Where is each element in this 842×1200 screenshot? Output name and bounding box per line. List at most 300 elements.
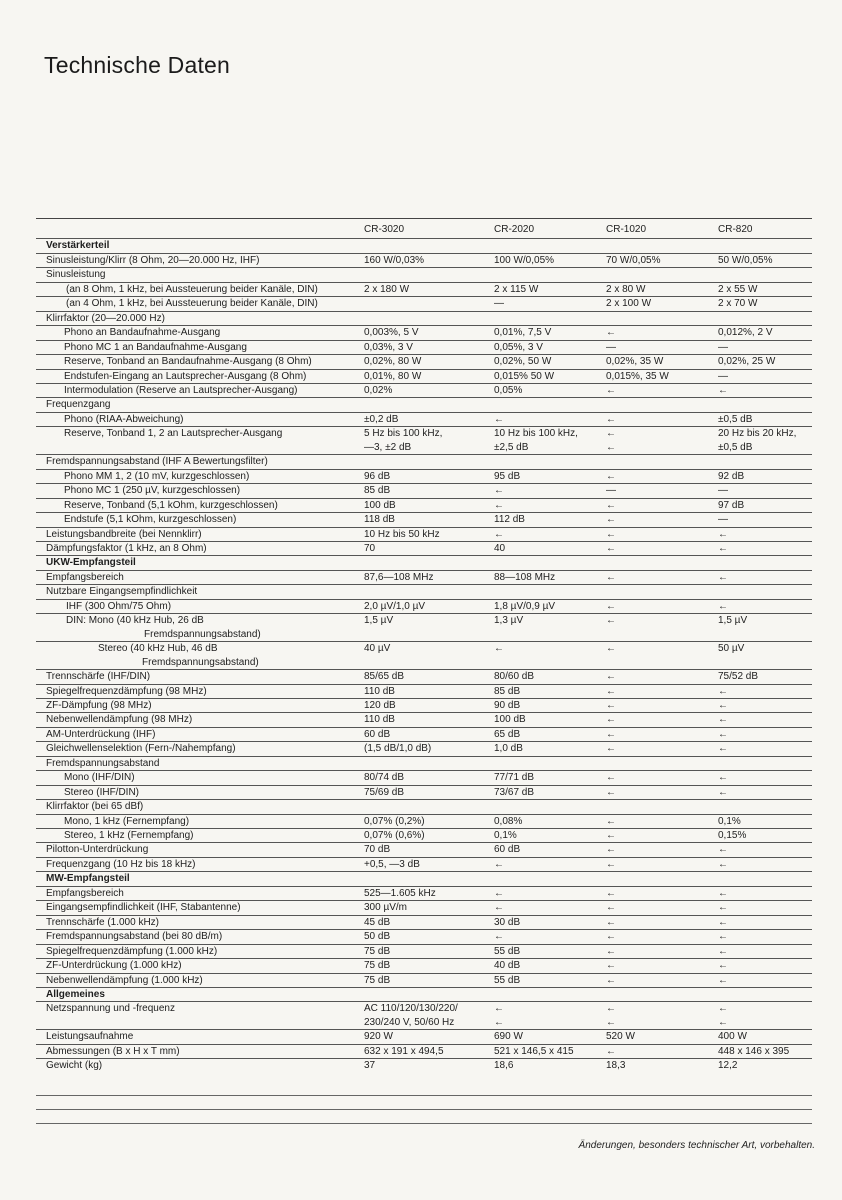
spec-value: ← [714,527,812,541]
spec-label: Gleichwellenselektion (Fern-/Nahempfang) [36,742,360,756]
spec-value: ← [602,785,714,799]
spec-row [36,771,812,785]
spec-value: ← [602,684,714,698]
continuation-row [36,441,812,455]
spec-value: ← [602,698,714,712]
spec-label: Frequenzgang [36,398,360,412]
spec-label: Nutzbare Eingangsempfindlichkeit [36,585,360,599]
spec-label: Spiegelfrequenzdämpfung (98 MHz) [36,684,360,698]
continuation-row [36,656,812,670]
spec-value: ← [714,684,812,698]
spec-value [490,268,602,282]
spec-value [360,585,490,599]
spec-value: 95 dB [490,469,602,483]
spec-value: 75 dB [360,973,490,987]
spec-value [360,872,490,886]
spec-label: Mono (IHF/DIN) [36,771,360,785]
spec-value: 400 W [714,1030,812,1044]
spec-value [602,628,714,642]
spec-label: Stereo, 1 kHz (Fernempfang) [36,829,360,843]
spec-value: ← [602,829,714,843]
spec-value: 2 x 55 W [714,282,812,296]
spec-value: 85/65 dB [360,670,490,684]
spec-row [36,614,812,628]
spec-label: Frequenzgang (10 Hz bis 18 kHz) [36,857,360,871]
spec-label: Reserve, Tonband 1, 2 an Lautsprecher-Ausgang [36,427,360,441]
spec-label: Sinusleistung [36,268,360,282]
spec-value: — [602,484,714,498]
spec-value: ← [602,383,714,397]
spec-value: 55 dB [490,944,602,958]
spec-value: ← [714,973,812,987]
spec-label: Endstufe (5,1 kOhm, kurzgeschlossen) [36,513,360,527]
spec-value: ← [602,642,714,656]
ruled-line [36,1096,812,1110]
spec-value: ← [602,469,714,483]
spec-row [36,427,812,441]
spec-value [360,988,490,1002]
spec-value [490,656,602,670]
spec-value: ← [714,930,812,944]
spec-value: 690 W [490,1030,602,1044]
spec-value [360,311,490,325]
spec-value: 920 W [360,1030,490,1044]
spec-label: Phono (RIAA-Abweichung) [36,412,360,426]
spec-row [36,1030,812,1044]
spec-value: 37 [360,1059,490,1073]
spec-row [36,469,812,483]
spec-value [490,311,602,325]
spec-row [36,843,812,857]
spec-value: 70 W/0,05% [602,253,714,267]
spec-value: 70 dB [360,843,490,857]
spec-value: 73/67 dB [490,785,602,799]
spec-value: 77/71 dB [490,771,602,785]
footnote: Änderungen, besonders technischer Art, vorbehalten. [578,1140,815,1151]
spec-row [36,698,812,712]
spec-label: Reserve, Tonband an Bandaufnahme-Ausgang (8 Ohm) [36,355,360,369]
spec-row [36,959,812,973]
spec-value [714,398,812,412]
spec-row [36,915,812,929]
spec-label: Leistungsbandbreite (bei Nennklirr) [36,527,360,541]
spec-value: AC 110/120/130/220/ [360,1002,490,1016]
spec-value: 50 W/0,05% [714,253,812,267]
spec-value: 60 dB [360,727,490,741]
spec-value: 10 Hz bis 100 kHz, [490,427,602,441]
spec-value: 100 W/0,05% [490,253,602,267]
spec-value: ← [602,427,714,441]
spec-label: Empfangsbereich [36,886,360,900]
spec-value: ← [714,857,812,871]
spec-value: ← [602,527,714,541]
spec-value: ← [714,713,812,727]
spec-row [36,944,812,958]
section-title: UKW-Empfangsteil [36,556,360,570]
spec-value: ← [602,727,714,741]
spec-value: 2,0 µV/1,0 µV [360,599,490,613]
spec-label: Gewicht (kg) [36,1059,360,1073]
spec-value [490,988,602,1002]
spec-label: AM-Unterdrückung (IHF) [36,727,360,741]
spec-value [714,455,812,469]
spec-row [36,527,812,541]
spec-value [490,455,602,469]
spec-value: ±0,5 dB [714,412,812,426]
spec-value [490,628,602,642]
spec-value: ← [602,1002,714,1016]
spec-value: 0,1% [714,814,812,828]
spec-row [36,670,812,684]
spec-value: 160 W/0,03% [360,253,490,267]
spec-value: 520 W [602,1030,714,1044]
spec-row [36,355,812,369]
spec-row [36,800,812,814]
spec-label: Mono, 1 kHz (Fernempfang) [36,814,360,828]
spec-label: Sinusleistung/Klirr (8 Ohm, 20—20.000 Hz, IHF) [36,253,360,267]
spec-label: Stereo (40 kHz Hub, 46 dB [36,642,360,656]
spec-value [714,656,812,670]
spec-row [36,930,812,944]
spec-value: 110 dB [360,713,490,727]
spec-value: ← [602,771,714,785]
spec-value: 40 µV [360,642,490,656]
section-header-row [36,556,812,570]
spec-label: Reserve, Tonband (5,1 kOhm, kurzgeschlossen) [36,498,360,512]
spec-value: 0,02% [360,383,490,397]
spec-value: 0,012%, 2 V [714,326,812,340]
spec-value: 30 dB [490,915,602,929]
spec-value: +0,5, —3 dB [360,857,490,871]
spec-value: 88—108 MHz [490,570,602,584]
spec-value [714,311,812,325]
spec-value: 110 dB [360,684,490,698]
spec-value: (1,5 dB/1,0 dB) [360,742,490,756]
spec-value: ±0,2 dB [360,412,490,426]
spec-value: ← [714,599,812,613]
spec-value: 0,015% 50 W [490,369,602,383]
spec-label: Netzspannung und -frequenz [36,1002,360,1016]
spec-value: ← [714,1002,812,1016]
spec-value: ← [602,814,714,828]
spec-value: ← [602,599,714,613]
spec-value: 300 µV/m [360,901,490,915]
spec-value: ← [602,614,714,628]
spec-value: 0,1% [490,829,602,843]
spec-value: ← [602,326,714,340]
spec-value: ← [714,698,812,712]
spec-value: — [490,297,602,311]
spec-value: ← [602,541,714,555]
spec-value [602,988,714,1002]
spec-value: ← [602,857,714,871]
spec-value: ← [606,441,616,453]
spec-body [36,239,812,1073]
spec-label: Dämpfungsfaktor (1 kHz, an 8 Ohm) [36,541,360,555]
spec-label: Trennschärfe (1.000 kHz) [36,915,360,929]
spec-row [36,369,812,383]
spec-label: Phono MC 1 an Bandaufnahme-Ausgang [36,340,360,354]
spec-value: ← [490,412,602,426]
spec-value [490,398,602,412]
spec-value: 0,003%, 5 V [360,326,490,340]
spec-value: ← [490,527,602,541]
spec-value: 18,6 [490,1059,602,1073]
spec-row [36,1002,812,1016]
spec-value: ← [490,642,602,656]
ruled-line [36,1082,812,1096]
spec-row [36,340,812,354]
model-header-row [36,219,812,239]
spec-row [36,268,812,282]
spec-value: ← [714,959,812,973]
spec-label: Fremdspannungsabstand) [144,628,261,640]
model-header: CR-2020 [490,219,602,239]
spec-value [360,268,490,282]
spec-value [602,556,714,570]
section-title: MW-Empfangsteil [36,872,360,886]
spec-row [36,814,812,828]
spec-value [602,800,714,814]
spec-value: 0,01%, 80 W [360,369,490,383]
spec-value: ← [602,713,714,727]
spec-label: Empfangsbereich [36,570,360,584]
spec-value: ← [714,886,812,900]
spec-value: 0,015%, 35 W [602,369,714,383]
blank-ruled-lines [36,1082,812,1124]
spec-value: ← [490,1002,602,1016]
spec-value: ← [606,1016,616,1028]
spec-label: Phono an Bandaufnahme-Ausgang [36,326,360,340]
spec-value: 120 dB [360,698,490,712]
spec-value: 10 Hz bis 50 kHz [360,527,490,541]
spec-label: ZF-Dämpfung (98 MHz) [36,698,360,712]
spec-value: ← [714,570,812,584]
spec-value: ← [714,383,812,397]
spec-value [714,988,812,1002]
spec-value: ← [602,1044,714,1058]
spec-label: Phono MC 1 (250 µV, kurzgeschlossen) [36,484,360,498]
spec-value [714,800,812,814]
spec-label: IHF (300 Ohm/75 Ohm) [36,599,360,613]
spec-row [36,585,812,599]
spec-row [36,412,812,426]
spec-value: 0,02%, 35 W [602,355,714,369]
spec-value [490,239,602,253]
spec-row [36,785,812,799]
spec-value: 0,07% (0,2%) [360,814,490,828]
spec-value: 40 [490,541,602,555]
spec-value: 632 x 191 x 494,5 [360,1044,490,1058]
spec-value: ← [602,498,714,512]
spec-value: ← [714,742,812,756]
spec-value [602,455,714,469]
spec-value: 50 dB [360,930,490,944]
spec-row [36,857,812,871]
spec-row [36,829,812,843]
section-header-row [36,872,812,886]
spec-value [602,656,714,670]
spec-value: — [714,513,812,527]
spec-value [490,556,602,570]
spec-label: Nebenwellendämpfung (98 MHz) [36,713,360,727]
spec-label: Pilotton-Unterdrückung [36,843,360,857]
spec-value [360,556,490,570]
spec-value [714,872,812,886]
spec-value: 112 dB [490,513,602,527]
spec-value [360,455,490,469]
spec-value: 0,02%, 80 W [360,355,490,369]
spec-value: 96 dB [360,469,490,483]
spec-label [36,1016,360,1030]
spec-value: 75/52 dB [714,670,812,684]
spec-value: 0,02%, 25 W [714,355,812,369]
spec-value: ← [714,944,812,958]
ruled-line [36,1110,812,1124]
spec-value: ← [714,727,812,741]
spec-value [490,800,602,814]
spec-value: 0,08% [490,814,602,828]
spec-value [602,872,714,886]
spec-label: Fremdspannungsabstand (bei 80 dB/m) [36,930,360,944]
spec-value: 50 µV [714,642,812,656]
model-header: CR-1020 [602,219,714,239]
spec-row [36,886,812,900]
spec-value: ← [490,484,602,498]
spec-table [36,218,812,1073]
spec-label [36,441,360,455]
spec-value: 0,07% (0,6%) [360,829,490,843]
spec-row [36,455,812,469]
spec-value [714,756,812,770]
spec-row [36,599,812,613]
spec-value [490,872,602,886]
spec-value: 0,05%, 3 V [490,340,602,354]
spec-value: 70 [360,541,490,555]
spec-row [36,282,812,296]
spec-label: Spiegelfrequenzdämpfung (1.000 kHz) [36,944,360,958]
spec-row [36,742,812,756]
spec-value: 2 x 100 W [602,297,714,311]
spec-value [714,556,812,570]
spec-value: ← [718,1016,728,1028]
spec-value: ← [602,513,714,527]
spec-label: Eingangsempfindlichkeit (IHF, Stabantenne) [36,901,360,915]
spec-value [714,585,812,599]
spec-value: 525—1.605 kHz [360,886,490,900]
spec-value: 2 x 80 W [602,282,714,296]
spec-label: Nebenwellendämpfung (1.000 kHz) [36,973,360,987]
spec-label: Abmessungen (B x H x T mm) [36,1044,360,1058]
spec-row [36,684,812,698]
spec-row [36,1044,812,1058]
spec-row [36,973,812,987]
spec-value: ±0,5 dB [718,441,753,453]
spec-value: 45 dB [360,915,490,929]
model-header: CR-820 [714,219,812,239]
spec-value: ← [714,901,812,915]
spec-value: 20 Hz bis 20 kHz, [714,427,812,441]
spec-value: ← [490,857,602,871]
spec-value: 118 dB [360,513,490,527]
spec-row [36,756,812,770]
continuation-row [36,628,812,642]
spec-value: ← [602,901,714,915]
section-header-row [36,988,812,1002]
spec-value [602,239,714,253]
spec-row [36,1059,812,1073]
spec-row [36,713,812,727]
model-header: CR-3020 [360,219,490,239]
spec-value: 100 dB [490,713,602,727]
spec-value: ← [602,915,714,929]
spec-value: 1,8 µV/0,9 µV [490,599,602,613]
spec-value: ← [714,785,812,799]
spec-value: 1,5 µV [360,614,490,628]
spec-value: ← [490,901,602,915]
spec-value: 0,15% [714,829,812,843]
spec-label: Endstufen-Eingang an Lautsprecher-Ausgang (8 Ohm) [36,369,360,383]
spec-value: 448 x 146 x 395 [714,1044,812,1058]
spec-label: Intermodulation (Reserve an Lautsprecher-Ausgang) [36,383,360,397]
spec-row [36,513,812,527]
spec-value: 12,2 [714,1059,812,1073]
spec-value: ← [602,843,714,857]
spec-value: ← [602,930,714,944]
page-title: Technische Daten [44,52,231,78]
spec-value: 75/69 dB [360,785,490,799]
spec-value [360,656,490,670]
spec-value: ← [490,498,602,512]
spec-value [490,585,602,599]
spec-row [36,498,812,512]
spec-value: ← [714,843,812,857]
spec-value [714,268,812,282]
spec-row [36,326,812,340]
spec-value: 87,6—108 MHz [360,570,490,584]
spec-label: (an 4 Ohm, 1 kHz, bei Aussteuerung beider Kanäle, DIN) [36,297,360,311]
spec-value: 2 x 180 W [360,282,490,296]
spec-value: ← [490,886,602,900]
spec-row [36,541,812,555]
spec-value [602,585,714,599]
spec-value: 1,3 µV [490,614,602,628]
section-title: Verstärkerteil [36,239,360,253]
spec-value [360,297,490,311]
spec-value: 75 dB [360,959,490,973]
spec-value: 100 dB [360,498,490,512]
spec-value: 18,3 [602,1059,714,1073]
spec-row [36,398,812,412]
spec-label: (an 8 Ohm, 1 kHz, bei Aussteuerung beider Kanäle, DIN) [36,282,360,296]
spec-value: ← [602,886,714,900]
spec-value: ← [602,670,714,684]
spec-value: 0,05% [490,383,602,397]
spec-value: 90 dB [490,698,602,712]
spec-row [36,642,812,656]
spec-value [360,239,490,253]
spec-value: — [714,340,812,354]
spec-value: ±2,5 dB [494,441,529,453]
spec-value: ← [714,771,812,785]
spec-value: ← [602,412,714,426]
spec-label: Fremdspannungsabstand [36,756,360,770]
section-title: Allgemeines [36,988,360,1002]
spec-value: 65 dB [490,727,602,741]
spec-label: Stereo (IHF/DIN) [36,785,360,799]
spec-value: 80/60 dB [490,670,602,684]
spec-value: — [714,369,812,383]
